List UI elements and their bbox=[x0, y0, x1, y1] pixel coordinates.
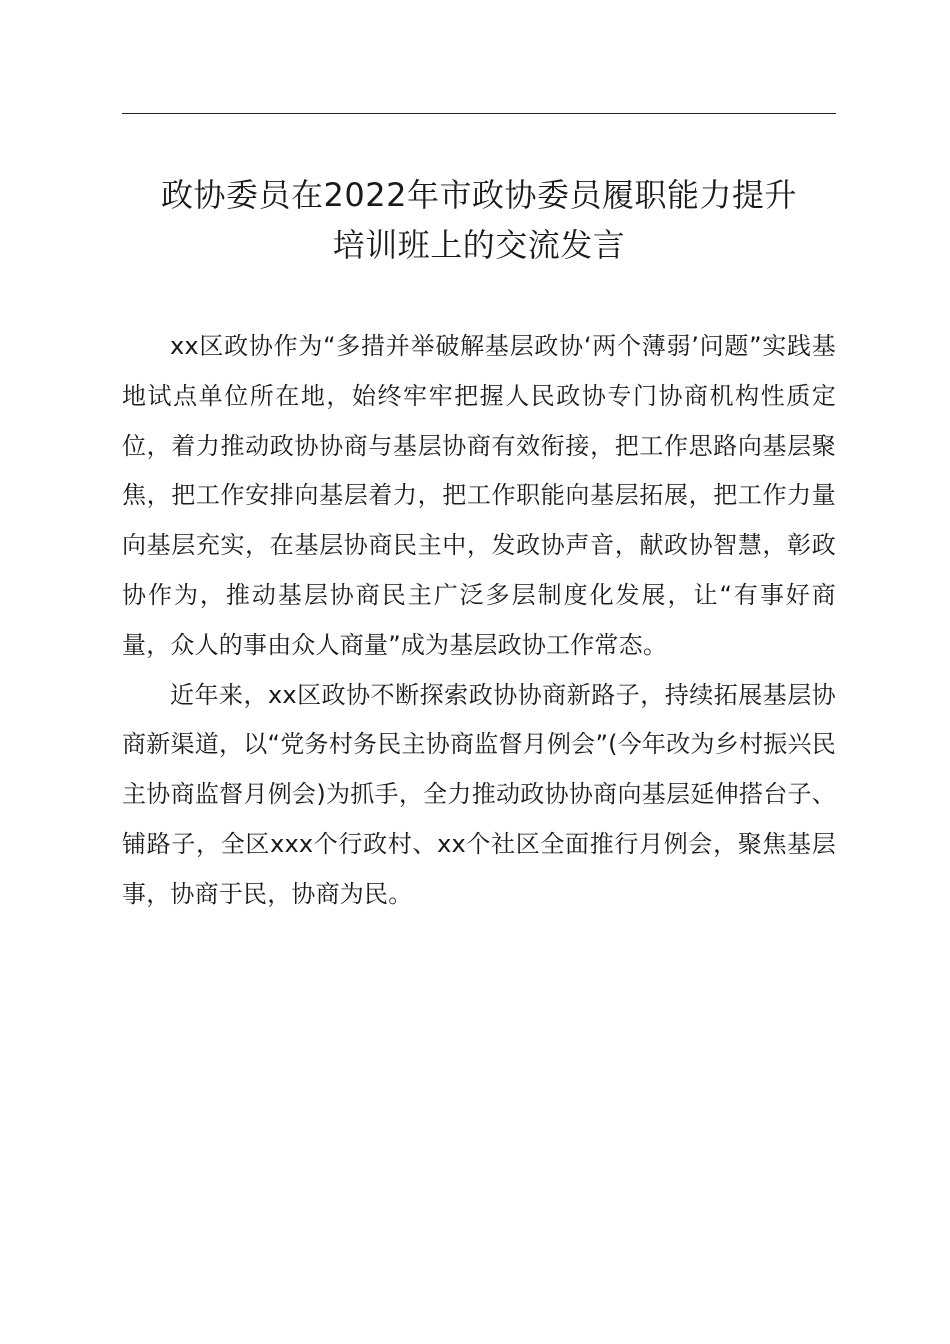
document-title bbox=[122, 170, 836, 270]
paragraph-1: xx区政协作为“多措并举破解基层政协‘两个薄弱’问题”实践基地试点单位所在地，始终牢牢把握人民政协专门协商机构性质定位，着力推动政协协商与基层协商有效衔接，把工作思路向基层聚焦，把工作安排向基层着力，把工作职能向基层拓展，把工作力量向基层充实，在基层协商民主中，发政协声音，献政协智慧，彰政协作为，推动基层协商民主广泛多层制度化发展，让“有事好商量，众人的事由众人商量”成为基层政协工作常态。 bbox=[122, 332, 836, 659]
title-line-1: 政协委员在2022年市政协委员履职能力提升 bbox=[161, 176, 797, 214]
paragraph-2: 近年来，xx区政协不断探索政协协商新路子，持续拓展基层协商新渠道，以“党务村务民主协商监督月例会”(今年改为乡村振兴民主协商监督月例会)为抓手，全力推动政协协商向基层延伸搭台子、铺路子，全区xxx个行政村、xx个社区全面推行月例会，聚焦基层事，协商于民，协商为民。 bbox=[122, 680, 836, 908]
header-rule bbox=[122, 113, 836, 114]
document-body bbox=[122, 322, 836, 920]
title-line-2: 培训班上的交流发言 bbox=[332, 226, 626, 264]
